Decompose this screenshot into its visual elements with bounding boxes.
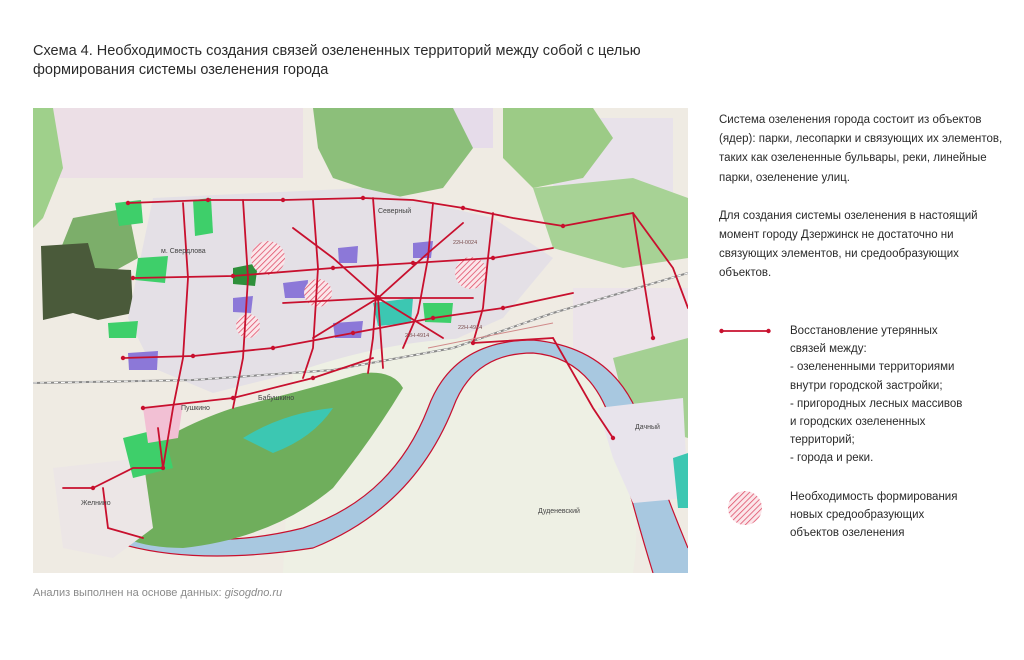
- legend-links-line: связей между:: [790, 343, 867, 356]
- legend-links-text: [790, 322, 1020, 468]
- source-prefix: Анализ выполнен на основе данных:: [33, 587, 225, 599]
- legend-new-objects-line: Необходимость формирования: [790, 491, 958, 503]
- purple-block-3: [233, 296, 253, 313]
- new-object-area-center: [304, 279, 332, 307]
- park-sverdlova: [135, 256, 168, 283]
- data-source-note: [33, 587, 282, 599]
- legend-new-objects-text: [790, 488, 1020, 543]
- park-west-1: [108, 321, 138, 338]
- description: [719, 111, 1009, 303]
- new-object-area-west: [251, 241, 285, 275]
- city-map[interactable]: [33, 108, 688, 573]
- legend-links-line: Восстановление утерянных: [790, 325, 938, 337]
- label-dachny: Дачный: [635, 424, 660, 431]
- legend-hatch-circle-icon: [725, 488, 765, 528]
- new-object-area-south: [236, 314, 260, 338]
- label-severny: Северный: [378, 208, 412, 215]
- legend-links-line: и городских озелененных: [790, 416, 926, 429]
- description-p2: Для создания системы озеленения в настоящий момент городу Дзержинск не достаточно ни связующих элементов, ни средообразующих объектов.: [719, 209, 978, 280]
- label-babushkino: Бабушкино: [258, 395, 295, 402]
- label-road-3: 22Н-0024: [453, 240, 478, 246]
- title-line-1: Схема 4. Необходимость создания связей озелененных территорий между собой с целью: [33, 43, 641, 59]
- north-residential-zone: [33, 108, 303, 178]
- park-nw-2: [193, 198, 213, 236]
- label-road-2: 22Н-4914: [405, 333, 430, 339]
- legend-links-line: - пригородных лесных массивов: [790, 397, 963, 410]
- page-title: [33, 42, 673, 80]
- label-pushkino: Пушкино: [181, 405, 210, 412]
- new-object-area-east: [455, 257, 487, 289]
- pink-zone-2: [153, 406, 178, 424]
- legend-new-objects-line: новых средообразующих: [790, 509, 925, 522]
- title-line-2: формирования системы озеленения города: [33, 62, 329, 78]
- source-link[interactable]: gisogdno.ru: [224, 587, 283, 599]
- map-canvas: [33, 108, 688, 573]
- purple-block-4: [338, 246, 358, 263]
- legend-links-line: - города и реки.: [790, 452, 874, 465]
- legend-new-objects-line: объектов озеленения: [790, 527, 905, 540]
- legend-red-line-icon: [719, 325, 771, 337]
- label-sverdlova: м. Свердлова: [161, 248, 206, 255]
- description-p1: Система озеленения города состоит из объектов (ядер): парки, лесопарки и связующих их элементов, таких как озелененные бульвары, реки, линейные парки, озеленение улиц.: [719, 114, 1003, 184]
- purple-block-west: [128, 351, 158, 370]
- legend-links-line: территорий;: [790, 434, 855, 447]
- label-road-1: 22Н-4914: [458, 325, 483, 331]
- label-dudenevsky: Дуденевский: [538, 508, 580, 515]
- label-zhelnino: Желнино: [81, 500, 111, 507]
- legend-links-line: - озелененными территориями: [790, 361, 955, 374]
- legend-links-line: внутри городской застройки;: [790, 379, 943, 392]
- park-center-east: [423, 303, 453, 323]
